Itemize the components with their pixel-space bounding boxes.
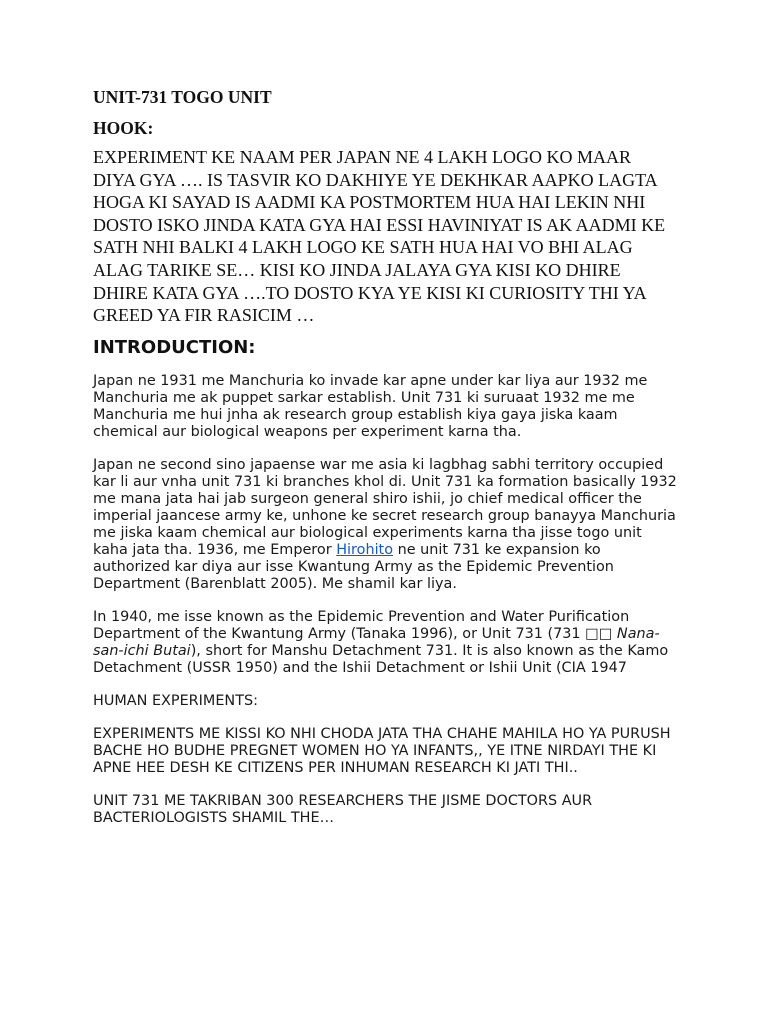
hook-paragraph: EXPERIMENT KE NAAM PER JAPAN NE 4 LAKH LOGO KO MAAR DIYA GYA …. IS TASVIR KO DAKHIYE YE DEKHKAR AAPKO LAGTA HOGA KI SAYAD IS AADMI KA POSTMORTEM HUA HAI LEKIN NHI DOSTO ISKO JINDA KATA GYA HAI ESSI HAVINIYAT IS AK AADMI KE SATH NHI BALKI 4 LAKH LOGO KE SATH HUA HAI VO BHI ALAG ALAG TARIKE SE… KISI KO JINDA JALAYA GYA KISI KO DHIRE DHIRE KATA GYA ….TO DOSTO KYA YE KISI KI CURIOSITY THI YA GREED YA FIR RASICIM …	[93, 147, 666, 326]
intro-paragraph-2	[93, 457, 677, 593]
human-experiments-heading: HUMAN EXPERIMENTS:	[93, 692, 258, 709]
hirohito-link[interactable]: Hirohito	[336, 541, 394, 558]
para2-text-before: Japan ne second sino japaense war me asia ki lagbhag sabhi territory occupied kar li aur vnha unit 731 ki branches khol di. Unit 731 ka formation basically 1932 me mana jata hai jab surgeon general shiro ishii, jo chief medical officer the imperial jaancese army ke, unhone ke secret research group banayya Manchuria me jiska kaam chemical aur biological experiments karna tha jisse togo unit kaha jata tha. 1936, me Emperor	[93, 456, 677, 558]
para3-text-after: ), short for Manshu Detachment 731. It is also known as the Kamo Detachment (USSR 1950) and the Ishii Detachment or Ishii Unit (CIA 1947	[93, 642, 669, 676]
introduction-heading: INTRODUCTION:	[93, 336, 256, 358]
para3-italic-name: Nana-san-ichi Butai	[93, 625, 660, 659]
hook-heading: HOOK:	[93, 118, 154, 138]
para3-text-before: In 1940, me isse known as the Epidemic Prevention and Water Purification Department of the Kwantung Army (Tanaka 1996), or Unit 731 (731	[93, 608, 630, 642]
intro-paragraph-3	[93, 609, 677, 677]
human-experiments-paragraph-2: UNIT 731 ME TAKRIBAN 300 RESEARCHERS THE JISME DOCTORS AUR BACTERIOLOGISTS SHAMIL THE…	[93, 792, 593, 826]
para2-text-after: ne unit 731 ke expansion ko authorized kar diya aur isse Kwantung Army as the Epidemic Prevention Department (Barenblatt 2005). Me shamil kar liya.	[93, 541, 614, 592]
human-experiments-paragraph-1: EXPERIMENTS ME KISSI KO NHI CHODA JATA THA CHAHE MAHILA HO YA PURUSH BACHE HO BUDHE PREGNET WOMEN HO YA INFANTS,, YE ITNE NIRDAYI THE KI APNE HEE DESH KE CITIZENS PER INHUMAN RESEARCH KI JATI THI..	[93, 725, 671, 776]
intro-paragraph-1: Japan ne 1931 me Manchuria ko invade kar apne under kar liya aur 1932 me Manchuria me ak puppet sarkar establish. Unit 731 ki suruaat 1932 me me Manchuria me hui jnha ak research group establish kiya gaya jiska kaam chemical aur biological weapons per experiment karna tha.	[93, 372, 648, 440]
document-page	[93, 86, 677, 827]
missing-glyph-boxes: □□	[585, 625, 613, 642]
unit-title: UNIT-731 TOGO UNIT	[93, 87, 272, 107]
